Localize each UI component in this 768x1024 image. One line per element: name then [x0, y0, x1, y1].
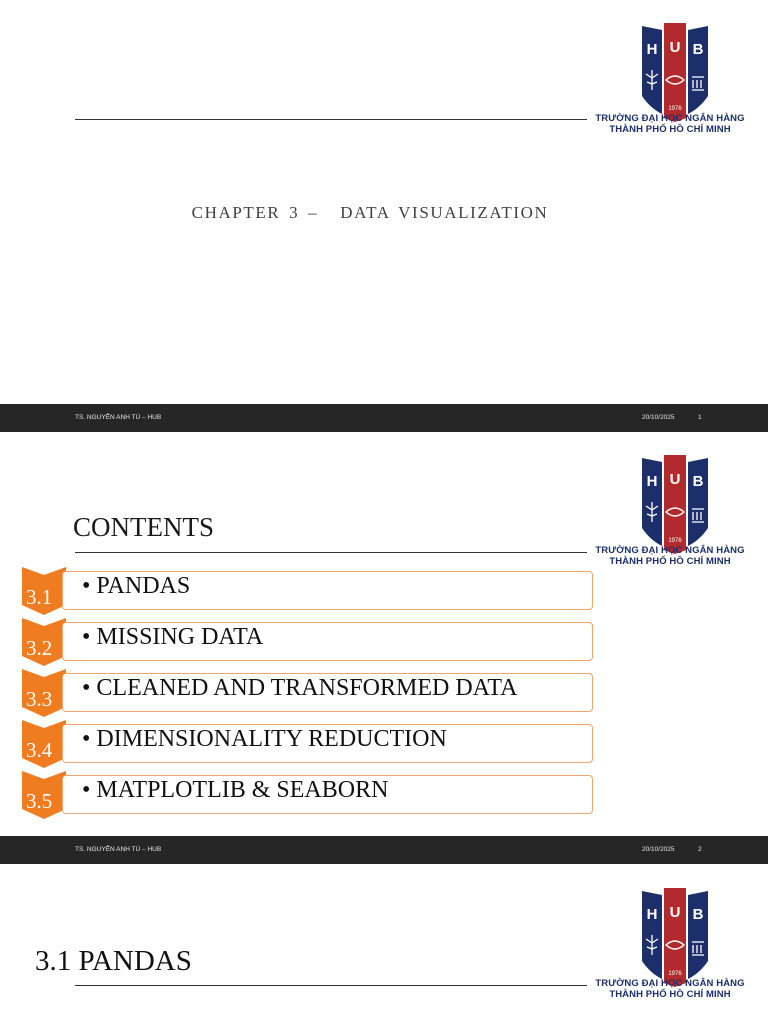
contents-item-3-5[interactable]: [22, 775, 594, 815]
logo-caption-line2: THÀNH PHỐ HỒ CHÍ MINH: [609, 124, 731, 135]
svg-text:1976: 1976: [668, 971, 682, 977]
logo-caption-line1: TRƯỜNG ĐẠI HỌC NGÂN HÀNG: [595, 113, 745, 124]
footer-author: TS. NGUYỄN ANH TÚ – HUB: [75, 846, 162, 853]
contents-item-3-1[interactable]: [22, 571, 594, 611]
chapter-name: DATA VISUALIZATION: [340, 203, 549, 222]
contents-item-3-4[interactable]: [22, 724, 594, 764]
university-logo: [590, 865, 750, 1005]
slide-2: [0, 432, 768, 865]
svg-text:U: U: [669, 39, 681, 56]
logo-caption-line1: TRƯỜNG ĐẠI HỌC NGÂN HÀNG: [595, 978, 745, 989]
item-number: 3.3: [26, 687, 53, 711]
chapter-prefix: CHAPTER 3 –: [191, 203, 319, 222]
slide-1: [0, 0, 768, 432]
svg-text:H: H: [646, 473, 658, 490]
logo-caption-line2: THÀNH PHỐ HỒ CHÍ MINH: [609, 989, 731, 1000]
university-logo: [590, 0, 750, 140]
svg-text:1976: 1976: [668, 538, 682, 544]
footer-page-number: 1: [698, 414, 702, 421]
svg-text:1976: 1976: [668, 106, 682, 112]
svg-text:B: B: [692, 41, 704, 58]
item-label: • CLEANED AND TRANSFORMED DATA: [82, 675, 518, 701]
svg-text:U: U: [669, 904, 681, 921]
slide-footer: [0, 836, 768, 864]
section-title: 3.1 PANDAS: [35, 945, 192, 977]
university-logo: [590, 432, 750, 572]
svg-text:B: B: [692, 473, 704, 490]
contents-heading: CONTENTS: [73, 512, 214, 542]
hub-shield-icon: [640, 887, 710, 987]
section-divider: [75, 985, 587, 986]
footer-date: 20/10/2025: [642, 414, 675, 421]
contents-item-3-3[interactable]: [22, 673, 594, 713]
footer-date: 20/10/2025: [642, 846, 675, 853]
footer-author: TS. NGUYỄN ANH TÚ – HUB: [75, 414, 162, 421]
hub-shield-icon: [640, 22, 710, 122]
svg-text:B: B: [692, 906, 704, 923]
contents-item-3-2[interactable]: [22, 622, 594, 662]
item-number: 3.5: [26, 789, 53, 813]
item-label: • MATPLOTLIB & SEABORN: [82, 777, 389, 803]
logo-caption-line1: TRƯỜNG ĐẠI HỌC NGÂN HÀNG: [595, 545, 745, 556]
item-number: 3.2: [26, 636, 53, 660]
slide-footer: [0, 404, 768, 432]
logo-caption-line2: THÀNH PHỐ HỒ CHÍ MINH: [609, 556, 731, 567]
svg-text:U: U: [669, 471, 681, 488]
slide-3: [0, 865, 768, 1024]
item-label: • MISSING DATA: [82, 624, 264, 650]
footer-page-number: 2: [698, 846, 702, 853]
hub-shield-icon: [640, 454, 710, 554]
contents-divider: [75, 552, 587, 553]
item-label: • DIMENSIONALITY REDUCTION: [82, 726, 447, 752]
item-number: 3.4: [26, 738, 53, 762]
svg-text:H: H: [646, 41, 658, 58]
item-label: • PANDAS: [82, 573, 191, 599]
title-divider: [75, 119, 587, 120]
item-number: 3.1: [26, 585, 53, 609]
svg-text:H: H: [646, 906, 658, 923]
chapter-title: [0, 203, 740, 223]
